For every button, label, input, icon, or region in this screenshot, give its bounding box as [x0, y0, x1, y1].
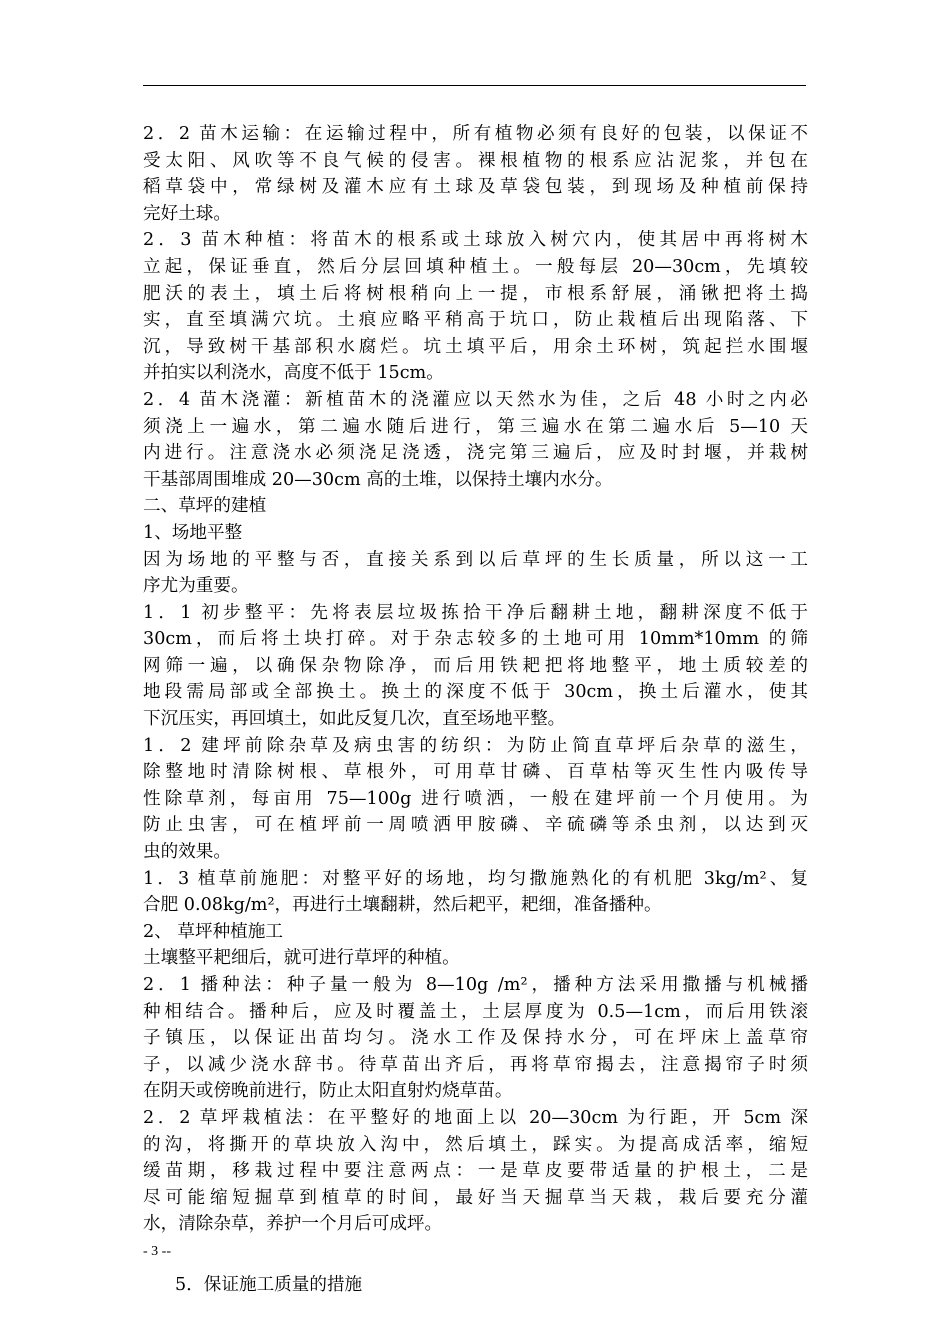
text-line: 地段需局部或全部换土。换土的深度不低于 30cm，换土后灌水，使其 — [143, 682, 808, 703]
text-line: 受太阳、风吹等不良气候的侵害。裸根植物的根系应沾泥浆，并包在 — [143, 150, 808, 171]
text-line: 子镇压，以保证出苗均匀。浇水工作及保持水分，可在坪床上盖草帘 — [143, 1028, 808, 1049]
text-line: 因为场地的平整与否，直接关系到以后草坪的生长质量，所以这一工 — [143, 549, 808, 570]
text-line: 土壤整平耙细后，就可进行草坪的种植。 — [143, 948, 460, 969]
blank-line — [143, 1238, 808, 1272]
text-line: 2．3 苗木种植：将苗木的根系或土球放入树穴内，使其居中再将树木 — [143, 230, 808, 251]
page-number: - 3 -- — [143, 1244, 171, 1259]
text-line: 2．2 草坪栽植法：在平整好的地面上以 20—30cm 为行距，开 5cm 深 — [143, 1107, 808, 1128]
text-line: 2．2 苗木运输：在运输过程中，所有植物必须有良好的包装，以保证不 — [143, 124, 808, 144]
text-line: 1．2 建坪前除杂草及病虫害的纺织：为防止简直草坪后杂草的滋生， — [143, 735, 808, 756]
text-line: 干基部周围堆成 20—30cm 高的土堆，以保持土壤内水分。 — [143, 469, 613, 490]
text-line: 1、场地平整 — [143, 522, 243, 543]
document-body — [143, 121, 808, 1298]
section-heading: 5．保证施工质量的措施 — [175, 1274, 363, 1295]
text-line: 合肥 0.08kg/m²，再进行土壤翻耕，然后耙平，耙细，准备播种。 — [143, 895, 662, 916]
text-line: 虫的效果。 — [143, 842, 231, 863]
text-line: 除整地时清除树根、草根外，可用草甘磷、百草枯等灭生性内吸传导 — [143, 762, 808, 783]
text-line: 序尤为重要。 — [143, 576, 249, 597]
text-line: 1．1 初步整平：先将表层垃圾拣拾干净后翻耕土地，翻耕深度不低于 — [143, 602, 808, 623]
text-line: 内进行。注意浇水必须浇足浇透，浇完第三遍后，应及时封堰，并栽树 — [143, 443, 808, 464]
text-line: 下沉压实，再回填土，如此反复几次，直至场地平整。 — [143, 709, 566, 730]
text-line: 尽可能缩短掘草到植草的时间，最好当天掘草当天栽，栽后要充分灌 — [143, 1187, 808, 1208]
text-line: 稻草袋中，常绿树及灌木应有土球及草袋包装，到现场及种植前保持 — [143, 177, 808, 198]
text-line: 性除草剂，每亩用 75—100g 进行喷洒，一般在建坪前一个月使用。为 — [143, 788, 808, 809]
text-line: 水，清除杂草，养护一个月后可成坪。 — [143, 1214, 443, 1235]
text-line: 并拍实以利浇水，高度不低于 15cm。 — [143, 363, 444, 384]
text-line: 1．3 植草前施肥：对整平好的场地，均匀撒施熟化的有机肥 3kg/m²、复 — [143, 868, 808, 889]
text-line: 2．1 播种法：种子量一般为 8—10g /m²，播种方法采用撒播与机械播 — [143, 975, 808, 995]
text-line: 二、草坪的建植 — [143, 496, 267, 517]
text-line: 30cm，而后将土块打碎。对于杂志较多的土地可用 10mm*10mm 的筛 — [143, 629, 808, 650]
header-rule — [143, 85, 806, 86]
text-line: 完好土球。 — [143, 203, 231, 224]
text-line: 须浇上一遍水，第二遍水随后进行，第三遍水在第二遍水后 5—10 天 — [143, 416, 808, 437]
text-line: 缓苗期，移栽过程中要注意两点：一是草皮要带适量的护根土，二是 — [143, 1161, 808, 1182]
text-line: 2．4 苗木浇灌：新植苗木的浇灌应以天然水为佳，之后 48 小时之内必 — [143, 389, 808, 410]
text-line: 立起，保证垂直，然后分层回填种植土。一般每层 20—30cm，先填较 — [143, 256, 808, 277]
text-line: 子，以减少浇水辞书。待草苗出齐后，再将草帘揭去，注意揭帘子时须 — [143, 1054, 808, 1075]
text-line: 在阴天或傍晚前进行，防止太阳直射灼烧草苗。 — [143, 1081, 513, 1102]
text-line: 肥沃的表土，填土后将树根稍向上一提，市根系舒展，涌锹把将土捣 — [143, 283, 808, 304]
text-line: 网筛一遍，以确保杂物除净，而后用铁耙把将地整平，地土质较差的 — [143, 655, 808, 676]
text-line: 实，直至填满穴坑。土痕应略平稍高于坑口，防止栽植后出现陷落、下 — [143, 310, 808, 331]
text-line: 沉，导致树干基部积水腐烂。坑土填平后，用余土环树，筑起拦水围堰 — [143, 336, 808, 357]
text-line: 防止虫害，可在植坪前一周喷洒甲胺磷、辛硫磷等杀虫剂，以达到灭 — [143, 815, 808, 836]
text-line: 的沟，将撕开的草块放入沟中，然后填土，踩实。为提高成活率，缩短 — [143, 1134, 808, 1155]
text-line: 种相结合。播种后，应及时覆盖土，土层厚度为 0.5—1cm，而后用铁滚 — [143, 1001, 808, 1022]
text-line: 2、 草坪种植施工 — [143, 921, 283, 942]
